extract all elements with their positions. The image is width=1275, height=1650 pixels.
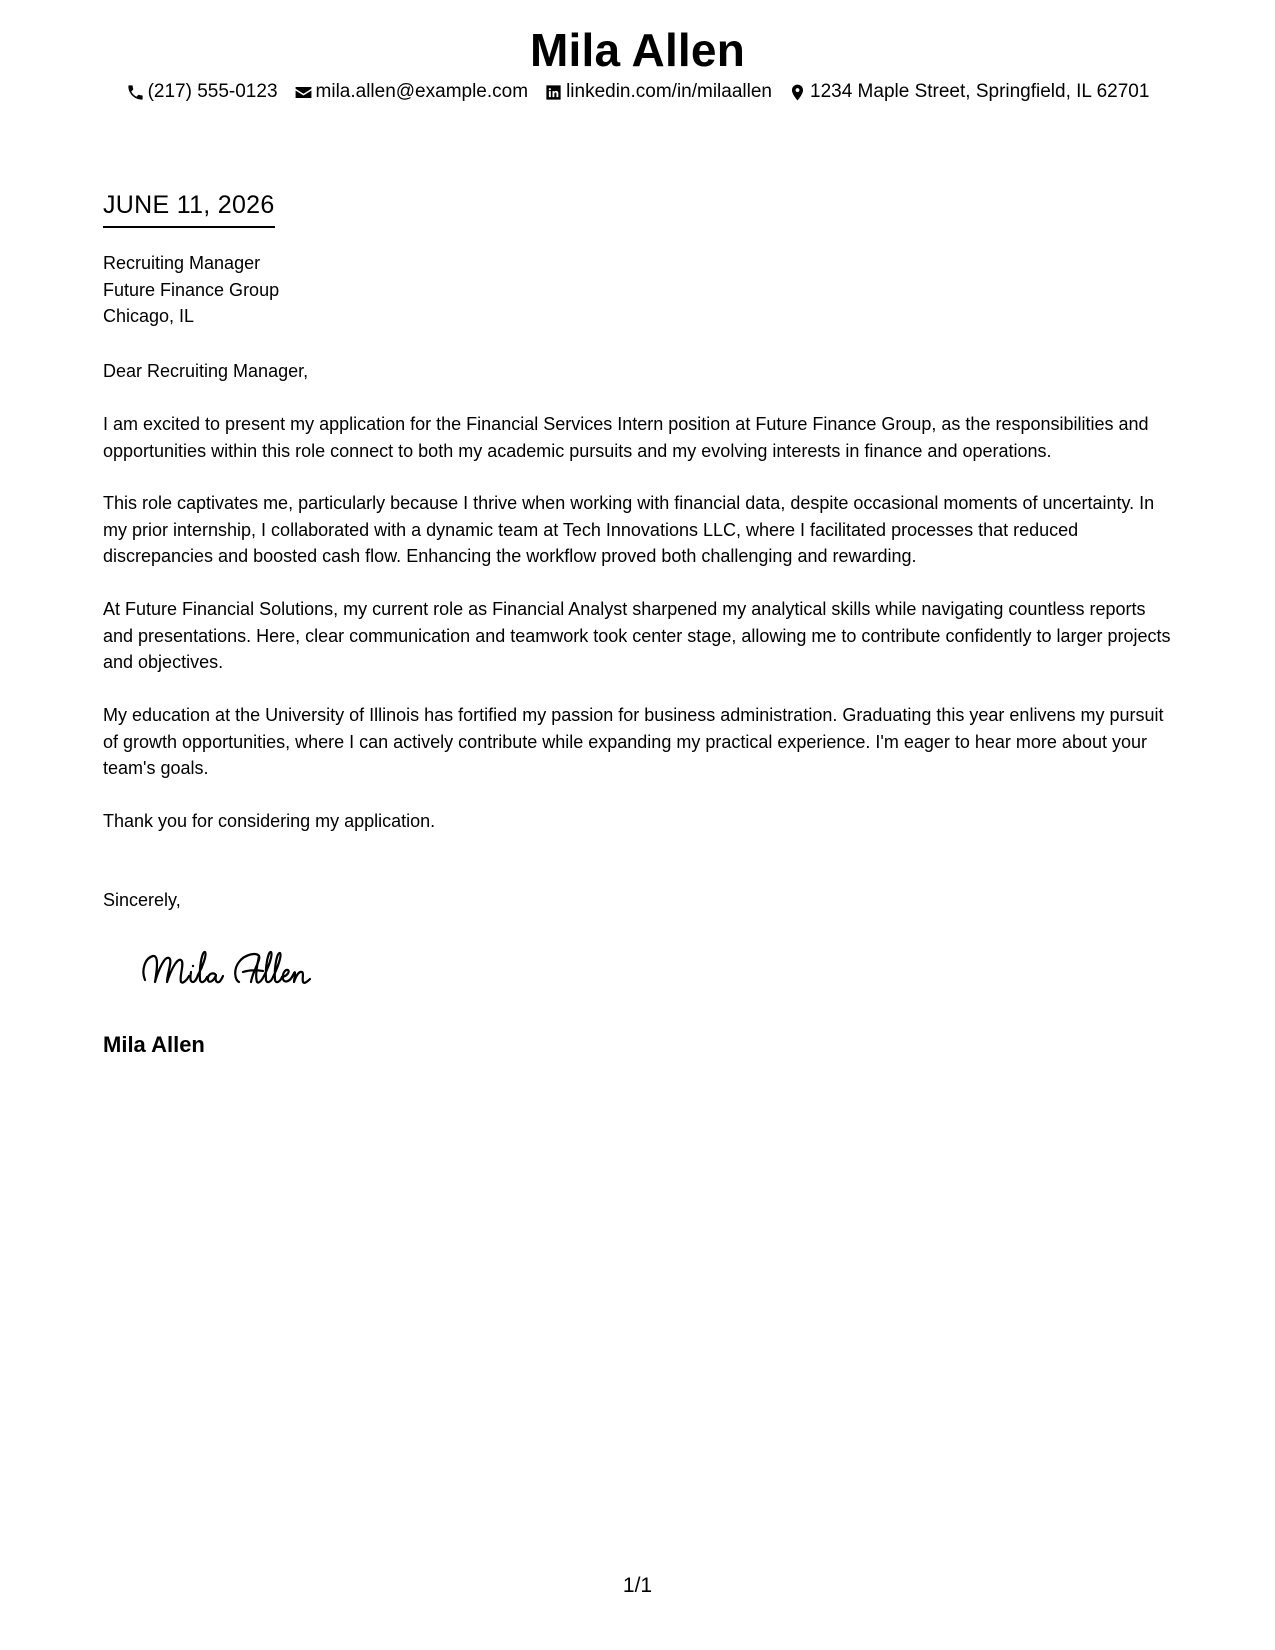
contact-phone <box>126 79 278 105</box>
body-paragraph: My education at the University of Illinois has fortified my passion for business administration. Graduating this year enlivens my pursuit of growth opportunities, where I can actively contribute while expanding my practical experience. I'm eager to hear more about your team's goals. <box>103 705 1164 778</box>
contact-bar <box>0 79 1275 105</box>
salutation: Dear Recruiting Manager, <box>103 361 309 381</box>
recipient-company: Future Finance Group <box>103 279 280 300</box>
thank-you-line: Thank you for considering my application. <box>103 811 436 831</box>
email-text: mila.allen@example.com <box>315 81 529 102</box>
body-paragraph: I am excited to present my application for the Financial Services Intern position at Future Finance Group, as the responsibilities and opportunities within this role connect to both my academic pursuits and my evolving interests in finance and operations. <box>103 414 1149 461</box>
body-paragraph: At Future Financial Solutions, my current role as Financial Analyst sharpened my analytical skills while navigating countless reports and presentations. Here, clear communication and teamwork took center stage, allowing me to contribute confidently to larger projects and objectives. <box>103 599 1171 672</box>
contact-email <box>294 79 529 105</box>
contact-linkedin <box>544 79 772 105</box>
recipient-title: Recruiting Manager <box>103 253 261 273</box>
body-paragraph: This role captivates me, particularly because I thrive when working with financial data, despite occasional moments of uncertainty. In my prior internship, I collaborated with a dynamic team at Tech Innovations LLC, where I facilitated processes that reduced discrepancies and boosted cash flow. Enhancing the workflow proved both challenging and rewarding. <box>103 493 1155 566</box>
recipient-block <box>103 250 1178 330</box>
handwritten-signature <box>135 940 335 1000</box>
address-text: 1234 Maple Street, Springfield, IL 62701 <box>810 81 1150 102</box>
signer-name: Mila Allen <box>103 1032 205 1057</box>
envelope-icon <box>294 83 313 102</box>
phone-text: (217) 555-0123 <box>147 81 278 102</box>
linkedin-icon <box>544 83 563 102</box>
map-pin-icon <box>788 83 807 102</box>
closing: Sincerely, <box>103 890 181 910</box>
applicant-name: Mila Allen <box>530 24 745 76</box>
contact-address <box>788 79 1149 105</box>
recipient-location: Chicago, IL <box>103 306 195 326</box>
phone-icon <box>126 83 145 102</box>
letter-date: JUNE 11, 2026 <box>103 188 275 228</box>
page-number: 1/1 <box>622 1574 653 1597</box>
linkedin-text: linkedin.com/in/milaallen <box>566 81 772 102</box>
